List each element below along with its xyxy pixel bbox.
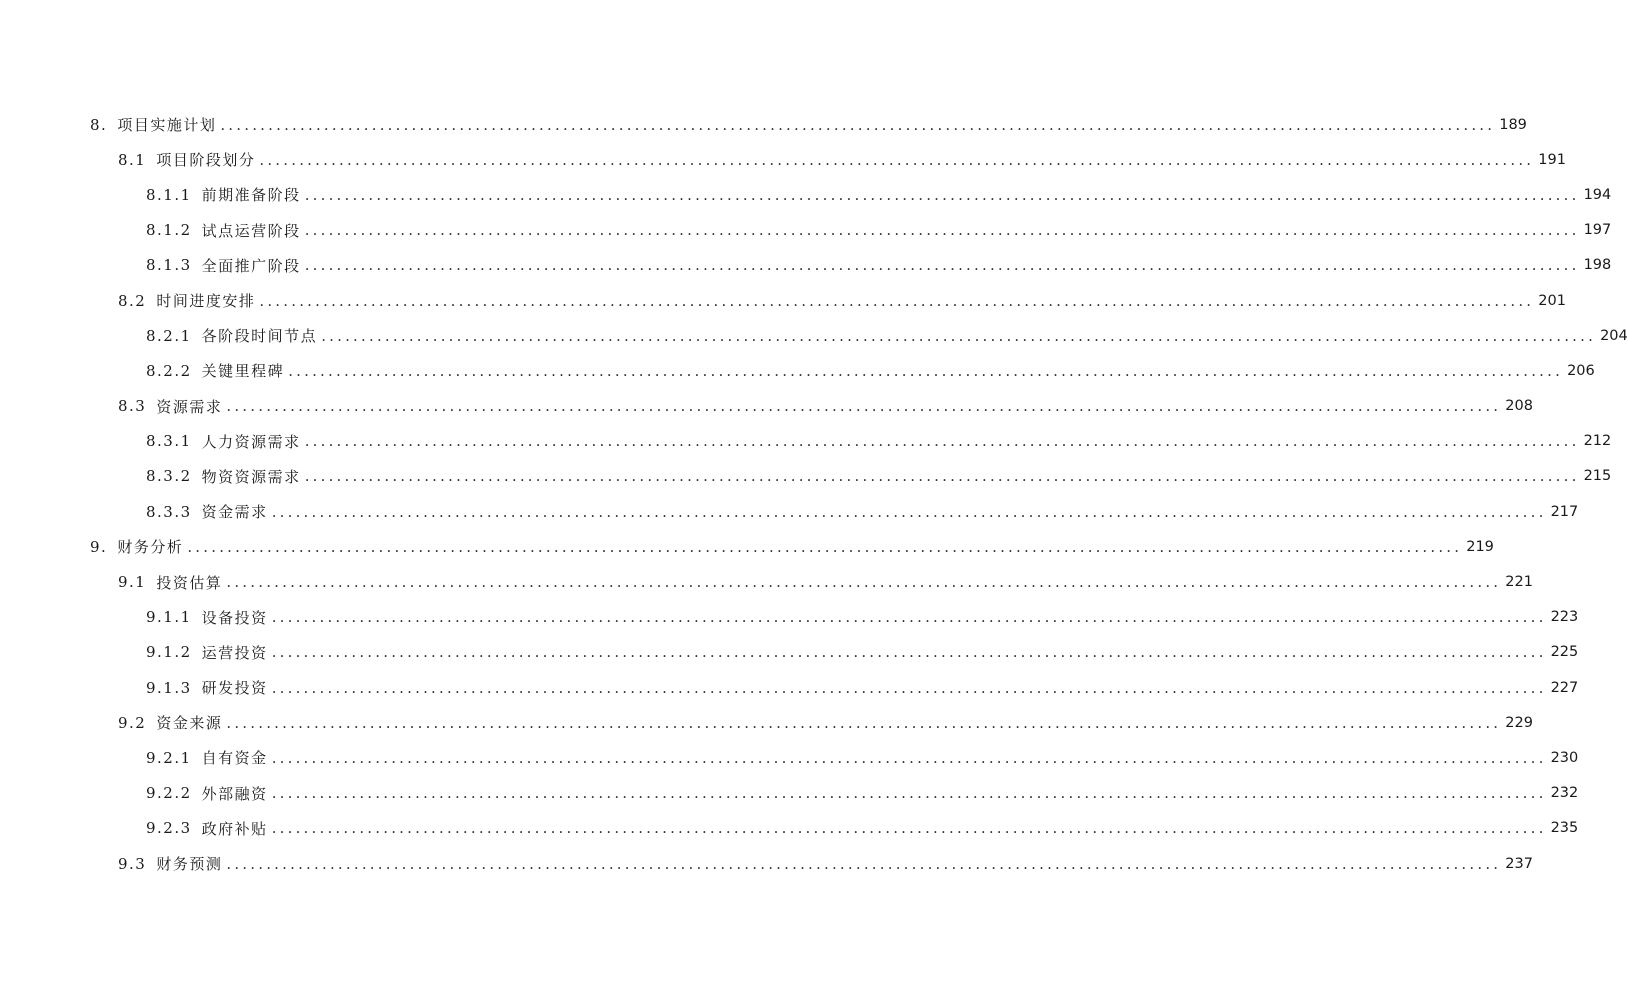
- toc-entry-page: 194: [1583, 186, 1612, 203]
- toc-entry-number: 9.1.3: [146, 678, 192, 697]
- toc-entry-9-2-2[interactable]: [0, 776, 1579, 811]
- toc-leader-dots: ................................................................................................................................................................: [288, 361, 1564, 380]
- toc-entry-number: 8.: [90, 115, 108, 134]
- toc-leader-dots: ................................................................................................................................................................: [304, 432, 1580, 451]
- toc-entry-8-3[interactable]: [0, 389, 1533, 424]
- toc-entry-title: 前期准备阶段: [201, 186, 301, 205]
- toc-entry-number: 9.3: [118, 854, 147, 873]
- toc-entry-number: 8.1.1: [146, 185, 192, 204]
- toc-entry-page: 197: [1583, 222, 1612, 239]
- toc-entry-8-3-3[interactable]: [0, 494, 1579, 529]
- toc-entry-page: 215: [1583, 468, 1612, 485]
- toc-entry-page: 227: [1550, 679, 1579, 696]
- toc-leader-dots: ................................................................................................................................................................: [304, 467, 1580, 486]
- toc-entry-page: 204: [1600, 327, 1628, 344]
- toc-entry-8-2[interactable]: [0, 283, 1566, 318]
- toc-entry-number: 8.1.2: [146, 221, 192, 240]
- toc-entry-page: 235: [1550, 820, 1579, 837]
- toc-entry-9-2-1[interactable]: [0, 740, 1579, 775]
- toc-leader-dots: ................................................................................................................................................................: [271, 748, 1547, 767]
- toc-entry-title: 时间进度安排: [156, 292, 256, 311]
- toc-entry-8[interactable]: [0, 107, 1527, 142]
- toc-entry-8-1[interactable]: [0, 142, 1566, 177]
- toc-entry-page: 237: [1505, 855, 1533, 872]
- toc-entry-9-1-2[interactable]: [0, 635, 1579, 670]
- toc-entry-number: 8.1.3: [146, 256, 192, 275]
- toc-entry-number: 9.2.2: [146, 784, 192, 803]
- toc-leader-dots: ................................................................................................................................................................: [259, 291, 1535, 310]
- toc-entry-page: 191: [1538, 151, 1566, 168]
- toc-entry-number: 8.3.1: [146, 432, 192, 451]
- toc-entry-title: 外部融资: [201, 784, 268, 803]
- toc-entry-title: 试点运营阶段: [201, 221, 301, 240]
- toc-entry-page: 219: [1466, 538, 1494, 555]
- toc-entry-title: 自有资金: [201, 749, 268, 768]
- toc-leader-dots: ................................................................................................................................................................: [259, 150, 1535, 169]
- toc-entry-page: 212: [1583, 433, 1612, 450]
- toc-entry-title: 项目实施计划: [117, 116, 217, 135]
- toc-entry-title: 投资估算: [156, 573, 223, 592]
- toc-entry-8-2-1[interactable]: [0, 318, 1628, 353]
- toc-entry-number: 9.2: [118, 713, 147, 732]
- toc-entry-title: 资金来源: [156, 714, 223, 733]
- toc-leader-dots: ................................................................................................................................................................: [321, 326, 1597, 345]
- toc-entry-9-1[interactable]: [0, 564, 1533, 599]
- toc-entry-number: 8.3.2: [146, 467, 192, 486]
- toc-leader-dots: ................................................................................................................................................................: [226, 713, 1502, 732]
- toc-leader-dots: ................................................................................................................................................................: [271, 678, 1547, 697]
- toc-entry-title: 财务预测: [156, 855, 223, 874]
- toc-entry-number: 9.1.2: [146, 643, 192, 662]
- toc-entry-title: 关键里程碑: [201, 362, 285, 381]
- toc-entry-page: 229: [1505, 714, 1533, 731]
- toc-entry-title: 各阶段时间节点: [201, 327, 318, 346]
- toc-leader-dots: ................................................................................................................................................................: [304, 221, 1580, 240]
- toc-leader-dots: ................................................................................................................................................................: [187, 537, 1463, 556]
- toc-entry-page: 223: [1550, 609, 1579, 626]
- toc-leader-dots: ................................................................................................................................................................: [271, 784, 1547, 803]
- toc-entry-title: 人力资源需求: [201, 432, 301, 451]
- toc-leader-dots: ................................................................................................................................................................: [226, 573, 1502, 592]
- toc-entry-page: 232: [1550, 785, 1579, 802]
- toc-leader-dots: ................................................................................................................................................................: [271, 502, 1547, 521]
- toc-entry-title: 全面推广阶段: [201, 256, 301, 275]
- toc-entry-9[interactable]: [0, 529, 1494, 564]
- toc-entry-8-1-2[interactable]: [0, 213, 1612, 248]
- toc-entry-number: 8.3.3: [146, 502, 192, 521]
- toc-entry-title: 资源需求: [156, 397, 223, 416]
- toc-entry-page: 208: [1505, 398, 1533, 415]
- toc-entry-title: 设备投资: [201, 608, 268, 627]
- toc-entry-page: 206: [1567, 362, 1595, 379]
- toc-entry-number: 8.3: [118, 397, 147, 416]
- toc-leader-dots: ................................................................................................................................................................: [220, 115, 1496, 134]
- toc-entry-page: 201: [1538, 292, 1566, 309]
- toc-leader-dots: ................................................................................................................................................................: [271, 608, 1547, 627]
- toc-entry-title: 运营投资: [201, 643, 268, 662]
- toc-entry-9-2-3[interactable]: [0, 811, 1579, 846]
- toc-entry-number: 9.2.1: [146, 748, 192, 767]
- toc-entry-8-1-3[interactable]: [0, 248, 1612, 283]
- toc-entry-8-3-1[interactable]: [0, 424, 1612, 459]
- toc-entry-page: 221: [1505, 574, 1533, 591]
- toc-leader-dots: ................................................................................................................................................................: [271, 819, 1547, 838]
- toc-entry-title: 项目阶段划分: [156, 151, 256, 170]
- toc-entry-8-2-2[interactable]: [0, 353, 1595, 388]
- toc-entry-page: 217: [1550, 503, 1579, 520]
- toc-entry-number: 8.2.1: [146, 326, 192, 345]
- toc-leader-dots: ................................................................................................................................................................: [271, 643, 1547, 662]
- toc-leader-dots: ................................................................................................................................................................: [226, 397, 1502, 416]
- toc-entry-title: 物资资源需求: [201, 467, 301, 486]
- toc-entry-number: 9.: [90, 537, 108, 556]
- toc-entry-9-3[interactable]: [0, 846, 1533, 881]
- toc-entry-number: 9.2.3: [146, 819, 192, 838]
- toc-entry-8-3-2[interactable]: [0, 459, 1612, 494]
- toc-entry-8-1-1[interactable]: [0, 177, 1612, 212]
- toc-entry-number: 8.2.2: [146, 361, 192, 380]
- toc-entry-number: 8.1: [118, 150, 147, 169]
- toc-entry-page: 189: [1499, 116, 1527, 133]
- toc-entry-title: 财务分析: [117, 538, 184, 557]
- toc-leader-dots: ................................................................................................................................................................: [226, 854, 1502, 873]
- toc-entry-page: 225: [1550, 644, 1579, 661]
- toc-entry-number: 8.2: [118, 291, 147, 310]
- toc-entry-9-1-1[interactable]: [0, 600, 1579, 635]
- toc-entry-number: 9.1.1: [146, 608, 192, 627]
- toc-leader-dots: ................................................................................................................................................................: [304, 185, 1580, 204]
- toc-entry-title: 政府补贴: [201, 819, 268, 838]
- toc-entry-page: 198: [1583, 257, 1612, 274]
- toc-entry-number: 9.1: [118, 573, 147, 592]
- toc-entry-title: 资金需求: [201, 503, 268, 522]
- toc-entry-9-1-3[interactable]: [0, 670, 1579, 705]
- table-of-contents: [0, 107, 1628, 881]
- toc-leader-dots: ................................................................................................................................................................: [304, 256, 1580, 275]
- toc-entry-9-2[interactable]: [0, 705, 1533, 740]
- toc-entry-page: 230: [1550, 749, 1579, 766]
- toc-entry-title: 研发投资: [201, 679, 268, 698]
